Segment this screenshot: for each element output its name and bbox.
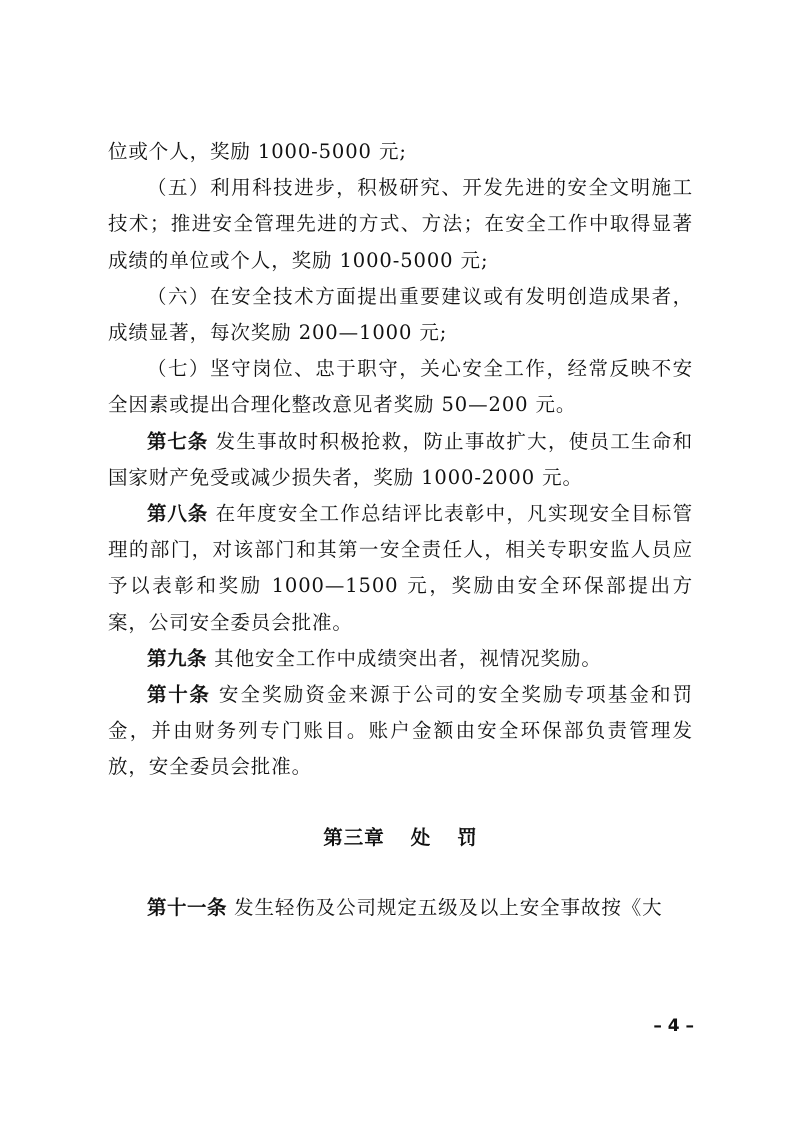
paragraph bbox=[108, 424, 693, 496]
paragraph-text: 发生事故时积极抢救，防止事故扩大，使员工生命和国家财产免受或减少损失者，奖励 1000-2000 元。 bbox=[108, 429, 693, 489]
paragraph-text: 安全奖励资金来源于公司的安全奖励专项基金和罚金，并由财务列专门账目。账户金额由安全环保部负责管理发放，安全委员会批准。 bbox=[108, 683, 693, 779]
document-body bbox=[108, 134, 693, 926]
article-label: 第十一条 bbox=[147, 895, 228, 919]
paragraph bbox=[108, 496, 693, 641]
paragraph bbox=[108, 170, 693, 279]
chapter-heading bbox=[108, 820, 693, 856]
paragraph bbox=[108, 134, 693, 170]
article-label: 第九条 bbox=[147, 646, 208, 670]
chapter-title-char: 处 bbox=[410, 825, 432, 849]
paragraph-text: 其他安全工作中成绩突出者，视情况奖励。 bbox=[207, 646, 602, 670]
paragraph-text: 发生轻伤及公司规定五级及以上安全事故按《大 bbox=[227, 895, 663, 919]
chapter-number: 第三章 bbox=[323, 825, 385, 849]
paragraph-text: 位或个人，奖励 1000-5000 元; bbox=[108, 140, 407, 163]
paragraph-text: （六）在安全技术方面提出重要建议或有发明创造成果者，成绩显著，每次奖励 200—1000 元; bbox=[108, 284, 693, 345]
paragraph bbox=[108, 351, 693, 423]
article-label: 第七条 bbox=[147, 429, 209, 453]
paragraph bbox=[108, 641, 693, 677]
paragraph-text: （五）利用科技进步，积极研究、开发先进的安全文明施工技术；推进安全管理先进的方式、方法；在安全工作中取得显著成绩的单位或个人，奖励 1000-5000 元; bbox=[108, 176, 693, 272]
article-label: 第八条 bbox=[147, 502, 209, 526]
article-label: 第十条 bbox=[147, 683, 211, 707]
paragraph-text: 在年度安全工作总结评比表彰中，凡实现安全目标管理的部门，对该部门和其第一安全责任人，相关专职安监人员应予以表彰和奖励 1000—1500 元，奖励由安全环保部提出方案，公司安全委员会批准。 bbox=[108, 502, 693, 634]
paragraph bbox=[108, 890, 693, 926]
paragraph-text: （七）坚守岗位、忠于职守，关心安全工作，经常反映不安全因素或提出合理化整改意见者奖励 50—200 元。 bbox=[108, 357, 693, 417]
chapter-title-char: 罚 bbox=[457, 825, 478, 849]
paragraph bbox=[108, 677, 693, 786]
paragraph bbox=[108, 279, 693, 351]
page-number: – 4 – bbox=[653, 1016, 694, 1036]
